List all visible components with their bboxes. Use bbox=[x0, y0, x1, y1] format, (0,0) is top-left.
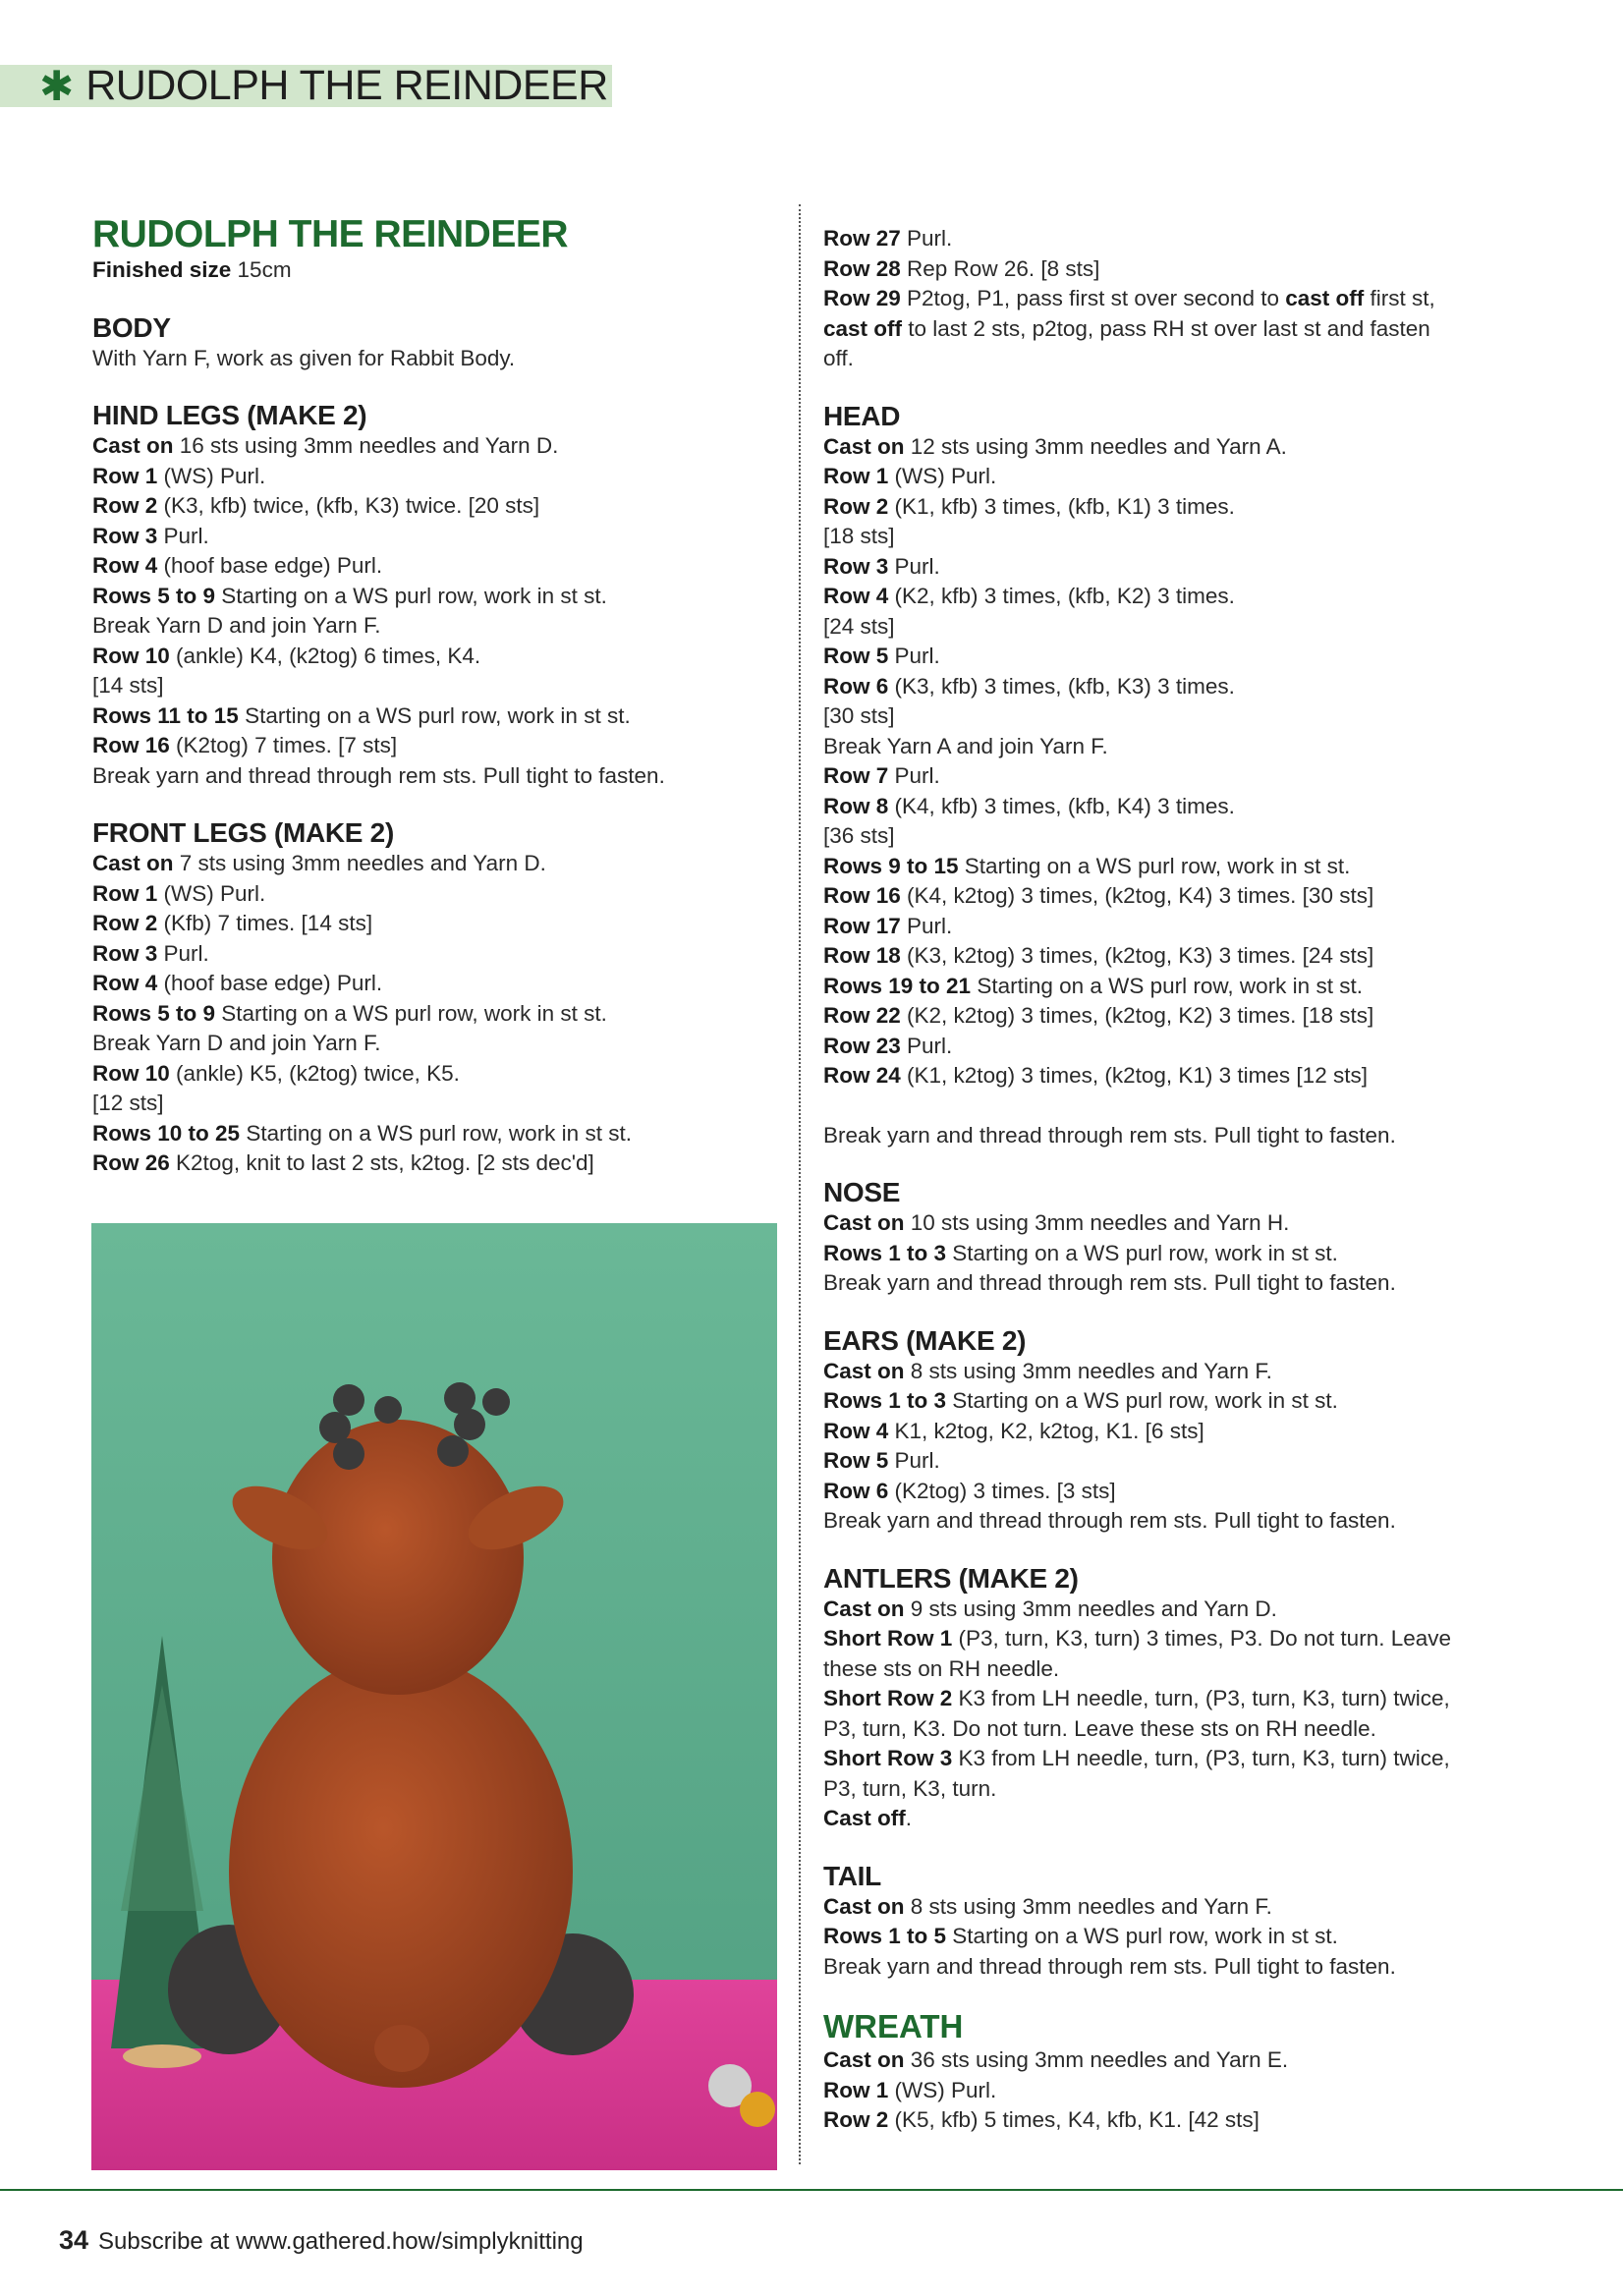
pattern-title: RUDOLPH THE REINDEER bbox=[92, 213, 569, 255]
instruction-line: P3, turn, K3. Do not turn. Leave these sts on RH needle. bbox=[823, 1715, 1376, 1741]
instruction-line: Cast on 10 sts using 3mm needles and Yarn H. bbox=[823, 1210, 1290, 1235]
instruction-line: Row 6 (K2tog) 3 times. [3 sts] bbox=[823, 1478, 1116, 1503]
section-heading: HIND LEGS (MAKE 2) bbox=[92, 400, 367, 430]
instruction-line: Row 7 Purl. bbox=[823, 763, 940, 788]
hind-legs-section bbox=[92, 400, 780, 791]
ears-section bbox=[823, 1325, 1511, 1537]
section-heading: BODY bbox=[92, 311, 171, 343]
instruction-line: Cast on 8 sts using 3mm needles and Yarn F. bbox=[823, 1358, 1272, 1383]
instruction-line: Row 18 (K3, k2tog) 3 times, (k2tog, K3) 3 times. [24 sts] bbox=[823, 943, 1374, 968]
body-section bbox=[92, 312, 780, 374]
instruction-line: Row 1 (WS) Purl. bbox=[823, 464, 997, 488]
instruction-line: Break yarn and thread through rem sts. Pull tight to fasten. bbox=[823, 1122, 1396, 1148]
instruction-line: P3, turn, K3, turn. bbox=[823, 1775, 997, 1801]
instruction-line: Row 8 (K4, kfb) 3 times, (kfb, K4) 3 times. bbox=[823, 793, 1235, 818]
instruction-line: Row 4 (hoof base edge) Purl. bbox=[92, 553, 383, 578]
instruction-line: [14 sts] bbox=[92, 673, 164, 698]
section-heading: EARS (MAKE 2) bbox=[823, 1324, 1027, 1356]
instruction-line: [12 sts] bbox=[92, 1091, 164, 1115]
section-heading: HEAD bbox=[823, 400, 901, 431]
instruction-line: Cast on 7 sts using 3mm needles and Yarn D. bbox=[92, 851, 546, 875]
instruction-line: Rows 1 to 3 Starting on a WS purl row, work in st st. bbox=[823, 1240, 1338, 1265]
instruction-line: Short Row 1 (P3, turn, K3, turn) 3 times, P3. Do not turn. Leave bbox=[823, 1626, 1452, 1651]
wreath-heading: WREATH bbox=[823, 2008, 964, 2044]
instruction-line: Row 16 (K2tog) 7 times. [7 sts] bbox=[92, 733, 398, 757]
instruction-line: Row 1 (WS) Purl. bbox=[92, 463, 266, 488]
instruction-line: Rows 5 to 9 Starting on a WS purl row, work in st st. bbox=[92, 1000, 607, 1026]
tail-section bbox=[823, 1861, 1511, 1983]
instruction-line: Row 26 K2tog, knit to last 2 sts, k2tog. [2 sts dec'd] bbox=[92, 1150, 594, 1175]
instruction-line: cast off to last 2 sts, p2tog, pass RH st over last st and fasten bbox=[823, 315, 1430, 341]
instruction-line: Cast on 8 sts using 3mm needles and Yarn F. bbox=[823, 1893, 1272, 1919]
front-legs-section bbox=[92, 817, 780, 1179]
left-column bbox=[92, 214, 780, 1179]
footer-rule bbox=[0, 2189, 1623, 2191]
section-heading: TAIL bbox=[823, 1860, 881, 1891]
instruction-line: Row 4 (K2, kfb) 3 times, (kfb, K2) 3 times. bbox=[823, 584, 1235, 608]
antlers-section bbox=[823, 1563, 1511, 1834]
instruction-line: Row 5 Purl. bbox=[823, 644, 940, 668]
instruction-line: Row 3 Purl. bbox=[823, 553, 940, 579]
instruction-line: Break yarn and thread through rem sts. Pull tight to fasten. bbox=[92, 762, 665, 788]
page-footer bbox=[59, 2225, 584, 2256]
instruction-line: Rows 9 to 15 Starting on a WS purl row, work in st st. bbox=[823, 853, 1351, 878]
instruction-line: Cast on 16 sts using 3mm needles and Yarn D. bbox=[92, 433, 559, 458]
column-divider bbox=[799, 204, 801, 2164]
instruction-line: Break Yarn D and join Yarn F. bbox=[92, 1031, 381, 1055]
instruction-line: these sts on RH needle. bbox=[823, 1655, 1060, 1681]
instruction-line: Row 17 Purl. bbox=[823, 913, 953, 938]
subscribe-link[interactable]: Subscribe at www.gathered.how/simplyknitting bbox=[98, 2228, 584, 2255]
instruction-line: Short Row 3 K3 from LH needle, turn, (P3, turn, K3, turn) twice, bbox=[823, 1746, 1450, 1770]
instruction-line: Row 3 Purl. bbox=[92, 523, 209, 548]
wreath-section bbox=[823, 2008, 1511, 2136]
instruction-line: Rows 1 to 5 Starting on a WS purl row, work in st st. bbox=[823, 1924, 1338, 1948]
instruction-line: Row 2 (K5, kfb) 5 times, K4, kfb, K1. [42 sts] bbox=[823, 2107, 1259, 2132]
instruction-line: Row 22 (K2, k2tog) 3 times, (k2tog, K2) 3 times. [18 sts] bbox=[823, 1003, 1374, 1028]
instruction-line: Row 24 (K1, k2tog) 3 times, (k2tog, K1) 3 times [12 sts] bbox=[823, 1063, 1368, 1088]
instruction-line: Row 23 Purl. bbox=[823, 1033, 953, 1058]
instruction-line: Row 10 (ankle) K4, (k2tog) 6 times, K4. bbox=[92, 643, 481, 668]
instruction-line: Row 2 (K1, kfb) 3 times, (kfb, K1) 3 times. bbox=[823, 493, 1235, 519]
instruction-line: Rows 19 to 21 Starting on a WS purl row, work in st st. bbox=[823, 973, 1363, 998]
instruction-line: Rows 1 to 3 Starting on a WS purl row, work in st st. bbox=[823, 1388, 1338, 1413]
instruction-line: With Yarn F, work as given for Rabbit Body. bbox=[92, 345, 516, 370]
section-heading: FRONT LEGS (MAKE 2) bbox=[92, 817, 394, 848]
section-heading: NOSE bbox=[823, 1177, 901, 1207]
instruction-line: Row 27 Purl. bbox=[823, 226, 953, 251]
instruction-line: Cast on 12 sts using 3mm needles and Yarn A. bbox=[823, 433, 1287, 459]
instruction-line: Row 4 (hoof base edge) Purl. bbox=[92, 971, 383, 995]
instruction-line: Cast on 36 sts using 3mm needles and Yarn E. bbox=[823, 2047, 1289, 2072]
instruction-line: Break yarn and thread through rem sts. Pull tight to fasten. bbox=[823, 1270, 1396, 1295]
finished-size: Finished size 15cm bbox=[92, 257, 292, 282]
instruction-line: Row 2 (K3, kfb) twice, (kfb, K3) twice. [20 sts] bbox=[92, 493, 540, 518]
instruction-line: Row 6 (K3, kfb) 3 times, (kfb, K3) 3 times. bbox=[823, 673, 1235, 699]
section-heading: ANTLERS (MAKE 2) bbox=[823, 1562, 1079, 1594]
instruction-line: [24 sts] bbox=[823, 613, 895, 639]
reindeer-photo bbox=[91, 1223, 777, 2170]
instruction-line: Break yarn and thread through rem sts. Pull tight to fasten. bbox=[823, 1508, 1396, 1533]
banner-title: RUDOLPH THE REINDEER bbox=[85, 62, 608, 109]
instruction-line: Row 2 (Kfb) 7 times. [14 sts] bbox=[92, 911, 373, 935]
nose-section bbox=[823, 1177, 1511, 1299]
head-section bbox=[823, 401, 1511, 1151]
page-number: 34 bbox=[59, 2225, 89, 2255]
instruction-line: Cast on 9 sts using 3mm needles and Yarn D. bbox=[823, 1596, 1277, 1621]
instruction-line: Rows 10 to 25 Starting on a WS purl row, work in st st. bbox=[92, 1120, 632, 1146]
instruction-line: Row 1 (WS) Purl. bbox=[823, 2077, 997, 2102]
right-column bbox=[823, 224, 1511, 2136]
instruction-line: Break Yarn A and join Yarn F. bbox=[823, 733, 1108, 758]
front-legs-continued bbox=[823, 224, 1511, 374]
instruction-line: Row 29 P2tog, P1, pass first st over second to cast off first st, bbox=[823, 286, 1435, 310]
instruction-line: Break Yarn D and join Yarn F. bbox=[92, 613, 381, 638]
instruction-line: [36 sts] bbox=[823, 823, 895, 848]
section-banner bbox=[0, 62, 612, 109]
instruction-line: Break yarn and thread through rem sts. Pull tight to fasten. bbox=[823, 1953, 1396, 1979]
instruction-line: Rows 5 to 9 Starting on a WS purl row, work in st st. bbox=[92, 583, 607, 608]
instruction-line: Cast off. bbox=[823, 1806, 913, 1830]
instruction-line: Row 5 Purl. bbox=[823, 1448, 940, 1473]
star-icon: ✱ bbox=[39, 62, 75, 109]
instruction-line: Row 1 (WS) Purl. bbox=[92, 880, 266, 906]
instruction-line: Short Row 2 K3 from LH needle, turn, (P3, turn, K3, turn) twice, bbox=[823, 1686, 1450, 1710]
instruction-line: Row 28 Rep Row 26. [8 sts] bbox=[823, 255, 1100, 281]
instruction-line: Row 10 (ankle) K5, (k2tog) twice, K5. bbox=[92, 1060, 460, 1086]
instruction-line: Row 4 K1, k2tog, K2, k2tog, K1. [6 sts] bbox=[823, 1418, 1204, 1443]
instruction-line: Rows 11 to 15 Starting on a WS purl row, work in st st. bbox=[92, 702, 631, 728]
instruction-line: Row 3 Purl. bbox=[92, 940, 209, 966]
instruction-line: [30 sts] bbox=[823, 703, 895, 728]
instruction-line: [18 sts] bbox=[823, 524, 895, 548]
instruction-line: Row 16 (K4, k2tog) 3 times, (k2tog, K4) 3 times. [30 sts] bbox=[823, 883, 1374, 908]
instruction-line: off. bbox=[823, 346, 854, 370]
